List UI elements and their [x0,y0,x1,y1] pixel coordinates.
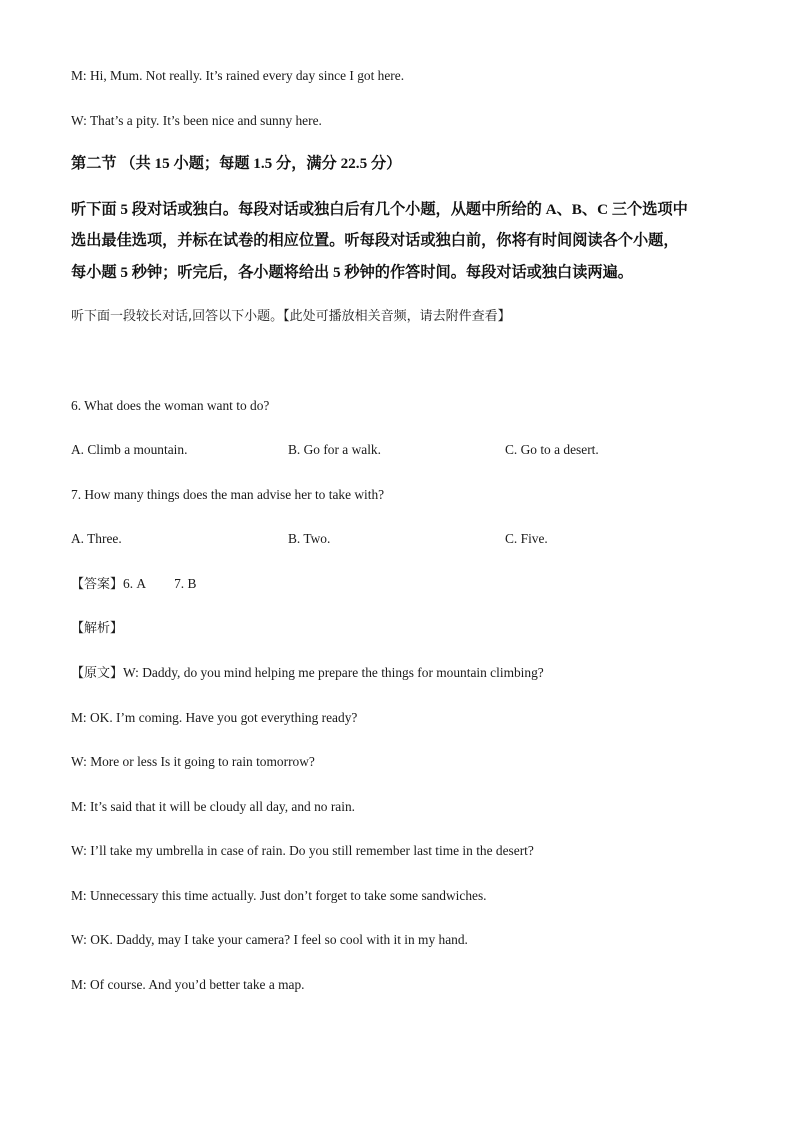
dialogue-line: M: It’s said that it will be cloudy all day, and no rain. [71,799,356,814]
instruction-line: 听下面 5 段对话或独白。每段对话或独白后有几个小题，从题中所给的 A、B、C 三个选项中 [71,201,688,218]
dialogue-line: M: Of course. And you’d better take a map. [71,977,305,992]
question-stem: 7. How many things does the man advise her to take with? [71,487,385,502]
instruction-line: 每小题 5 秒钟；听完后，各小题将给出 5 秒钟的作答时间。每段对话或独白读两遍。 [71,264,633,281]
dialogue-line: W: More or less Is it going to rain tomorrow? [71,754,315,769]
dialogue-line: W: That’s a pity. It’s been nice and sunny here. [71,113,322,128]
answer-label: 【答案】 [71,577,124,592]
option-a: A. Three. [71,531,122,546]
dialogue-line: M: OK. I’m coming. Have you got everything ready? [71,710,358,725]
section-heading: 第二节 （共 15 小题；每题 1.5 分，满分 22.5 分） [71,155,402,172]
transcript-first-line [71,664,544,683]
transcript-label: 【原文】 [71,666,124,681]
answer-item: 7. B [174,576,197,591]
dialogue-line: W: Daddy, do you mind helping me prepare the things for mountain climbing? [123,665,544,680]
dialogue-line: W: OK. Daddy, may I take your camera? I feel so cool with it in my hand. [71,932,468,947]
option-c: C. Five. [505,531,548,546]
listening-prompt: 听下面一段较长对话,回答以下小题。【此处可播放相关音频，请去附件查看】 [71,309,511,324]
dialogue-line: M: Hi, Mum. Not really. It’s rained every day since I got here. [71,68,405,83]
dialogue-line: M: Unnecessary this time actually. Just don’t forget to take some sandwiches. [71,888,487,903]
option-b: B. Two. [288,531,331,546]
answer-row [71,575,196,594]
question-stem: 6. What does the woman want to do? [71,398,270,413]
answer-item: 6. A [123,576,147,591]
instruction-line: 选出最佳选项，并标在试卷的相应位置。听每段对话或独白前，你将有时间阅读各个小题， [71,232,679,249]
option-a: A. Climb a mountain. [71,442,188,457]
option-b: B. Go for a walk. [288,442,381,457]
dialogue-line: W: I’ll take my umbrella in case of rain. Do you still remember last time in the desert? [71,843,534,858]
analysis-label: 【解析】 [71,621,124,636]
option-c: C. Go to a desert. [505,442,599,457]
